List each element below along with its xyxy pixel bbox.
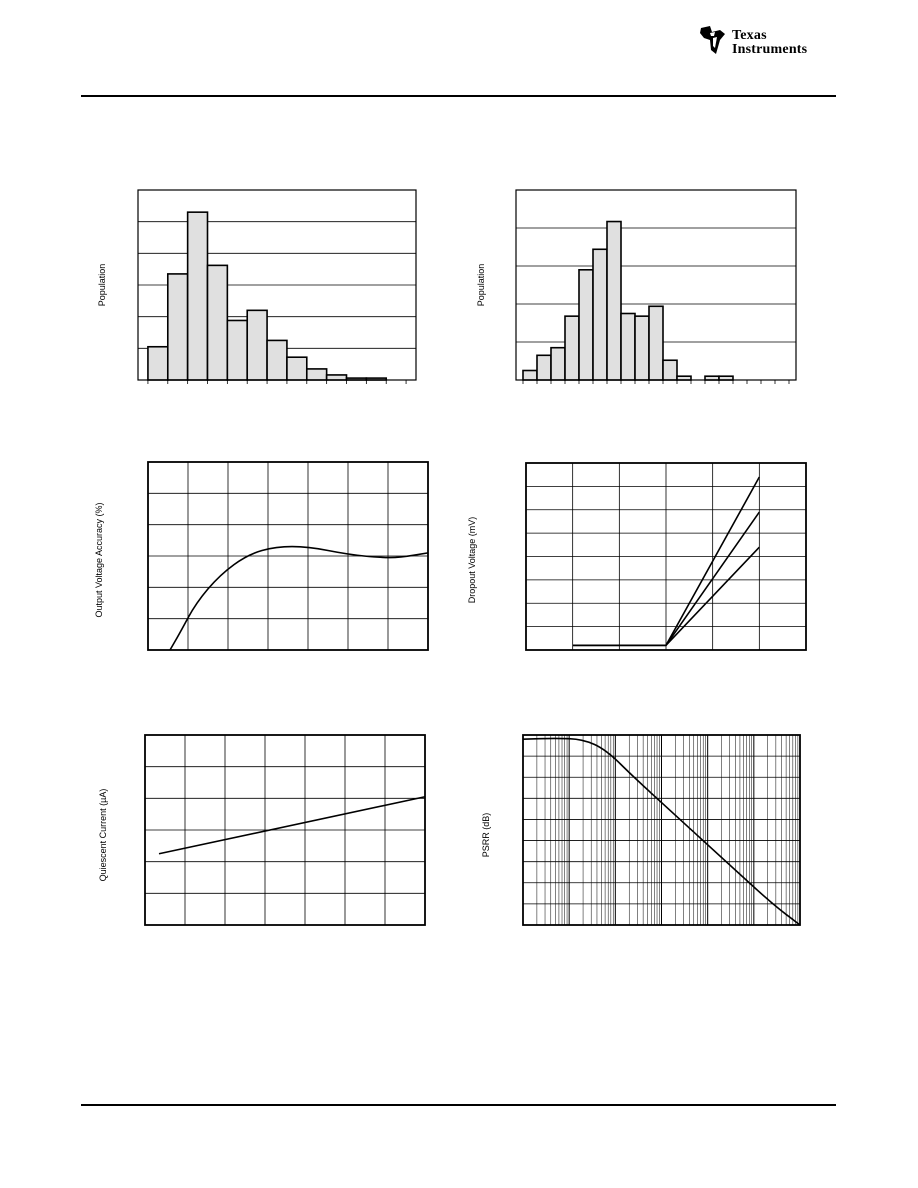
logo-line-1: Texas: [732, 28, 767, 43]
line-plot: [460, 450, 820, 660]
accuracy-chart: [81, 450, 441, 660]
grid: [523, 735, 800, 925]
ti-wordmark: [732, 29, 807, 57]
grid: [148, 462, 428, 650]
logo-line-2: Instruments: [732, 42, 808, 57]
line-plot: [81, 450, 441, 660]
histogram-bar: [287, 357, 307, 380]
histogram-bar: [565, 316, 579, 380]
y-axis-label: Output Voltage Accuracy (%): [94, 502, 104, 618]
y-axis-label: Dropout Voltage (mV): [467, 516, 477, 604]
psrr-chart: [460, 725, 820, 935]
y-axis-label: Population: [97, 263, 107, 307]
histogram-bar: [593, 249, 607, 380]
y-axis-label: Population: [476, 263, 486, 307]
grid: [145, 735, 425, 925]
histogram-chart-1: [81, 180, 441, 410]
dropout-chart: [460, 450, 820, 660]
histogram-plot: [81, 180, 441, 410]
histogram-bar: [635, 316, 649, 380]
histogram-bar: [621, 314, 635, 381]
histogram-bar: [551, 348, 565, 380]
ti-logo: [698, 24, 843, 64]
histogram-bar: [247, 310, 267, 380]
line-plot: [460, 725, 820, 935]
histogram-bar: [537, 355, 551, 380]
series-line: [170, 547, 428, 650]
grid: [526, 463, 806, 650]
histogram-bar: [579, 270, 593, 380]
line-plot: [81, 725, 441, 935]
histogram-bar: [649, 306, 663, 380]
quiescent-chart: [81, 725, 441, 935]
histogram-bar: [208, 265, 228, 380]
histogram-bar: [227, 320, 247, 380]
histogram-bar: [523, 371, 537, 381]
histogram-bar: [188, 212, 208, 380]
histogram-chart-2: [460, 180, 820, 410]
histogram-bar: [607, 222, 621, 380]
histogram-bar: [327, 375, 347, 380]
histogram-bar: [168, 274, 188, 380]
histogram-bar: [148, 347, 168, 380]
header-rule: [81, 95, 836, 97]
y-axis-label: PSRR (dB): [481, 812, 491, 858]
histogram-bar: [663, 360, 677, 380]
histogram-bar: [267, 340, 287, 380]
y-axis-label: Quiescent Current (µA): [98, 788, 108, 882]
ti-emblem-icon: [698, 24, 728, 58]
footer-rule: [81, 1104, 836, 1106]
histogram-plot: [460, 180, 820, 410]
histogram-bar: [307, 369, 327, 380]
